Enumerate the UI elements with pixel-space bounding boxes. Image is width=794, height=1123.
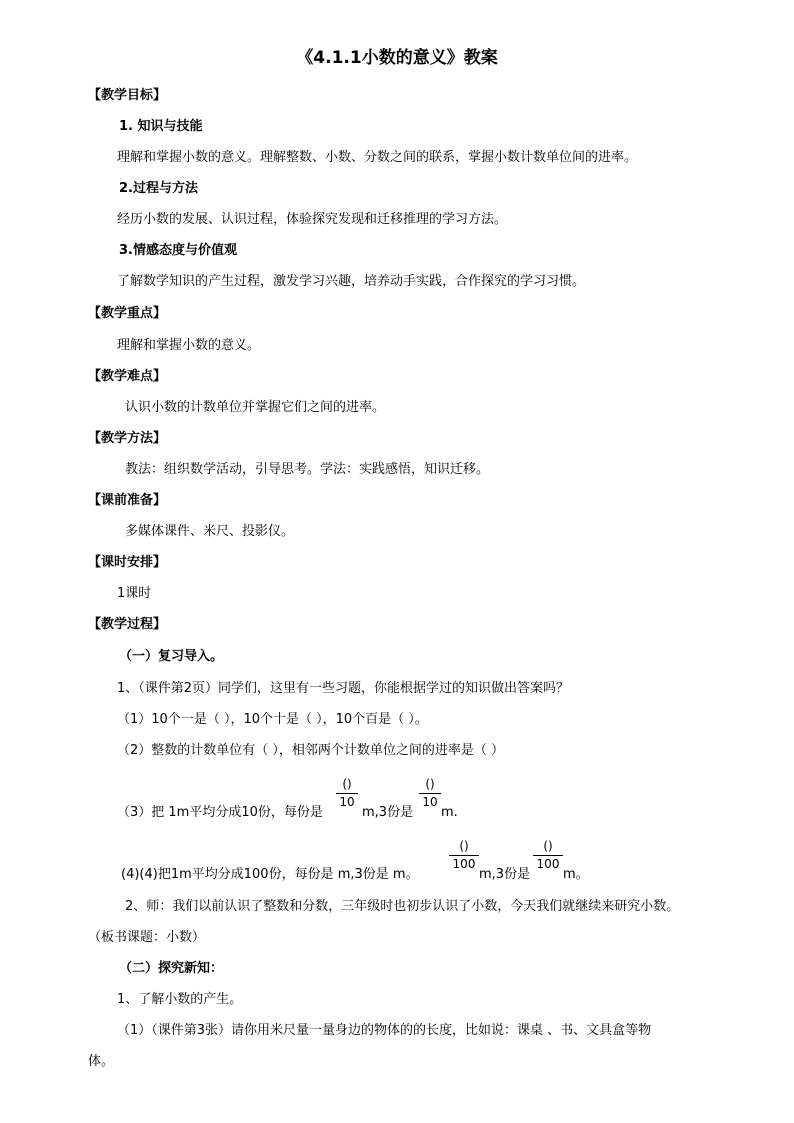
difficulties-text: 认识小数的计数单位并掌握它们之间的进率。 xyxy=(125,400,386,415)
goal-attitude-heading: 3.情感态度与价值观 xyxy=(119,243,237,258)
review-question-1-1: （1）10个一是（ ），10个十是（ ），10个百是（ ）。 xyxy=(117,712,428,727)
fraction-bar xyxy=(419,793,441,794)
goal-attitude-text: 了解数学知识的产生过程，激发学习兴趣，培养动手实践，合作探究的学习习惯。 xyxy=(117,274,586,289)
fraction-denominator: 10 xyxy=(422,795,438,809)
heading-process: 【教学过程】 xyxy=(88,617,167,632)
fraction-over-100-second xyxy=(533,839,563,872)
goal-knowledge-text: 理解和掌握小数的意义。理解整数、小数、分数之间的联系，掌握小数计数单位间的进率。 xyxy=(117,150,638,165)
review-question-1-4-part-c: m。 xyxy=(563,867,589,882)
review-question-1-2: （2）整数的计数单位有（ ），相邻两个计数单位之间的进率是（ ） xyxy=(117,743,505,758)
goal-process-text: 经历小数的发展、认识过程，体验探究发现和迁移推理的学习方法。 xyxy=(117,212,508,227)
review-question-1-3-part-c: m. xyxy=(441,805,458,820)
explore-item-1-1: （1）（课件第3张）请你用米尺量一量身边的物体的的长度，比如说：课桌 、书、文具盒等物 xyxy=(117,1023,652,1038)
schedule-text: 1课时 xyxy=(117,586,152,601)
fraction-denominator: 100 xyxy=(452,857,476,871)
heading-difficulties: 【教学难点】 xyxy=(88,369,167,384)
fraction-over-100 xyxy=(449,839,479,872)
review-question-1: 1、（课件第2页）同学们，这里有一些习题，你能根据学过的知识做出答案吗？ xyxy=(117,681,570,696)
fraction-numerator: () xyxy=(425,777,435,791)
fraction-bar xyxy=(336,793,358,794)
explore-item-1-1-continued: 体。 xyxy=(88,1054,115,1069)
key-points-text: 理解和掌握小数的意义。 xyxy=(117,338,261,353)
heading-key-points: 【教学重点】 xyxy=(88,306,167,321)
heading-methods: 【教学方法】 xyxy=(88,431,167,446)
explore-heading: （二）探究新知： xyxy=(119,961,224,976)
fraction-numerator: () xyxy=(459,839,469,853)
goal-knowledge-heading: 1. 知识与技能 xyxy=(119,119,203,134)
methods-text: 教法：组织数学活动，引导思考。学法：实践感悟，知识迁移。 xyxy=(125,462,490,477)
goal-process-heading: 2.过程与方法 xyxy=(119,181,198,196)
review-heading: （一）复习导入。 xyxy=(119,649,224,664)
fraction-numerator: () xyxy=(543,839,553,853)
heading-preparation: 【课前准备】 xyxy=(88,493,167,508)
fraction-denominator: 10 xyxy=(339,795,355,809)
fraction-bar xyxy=(449,855,479,856)
fraction-denominator: 100 xyxy=(536,857,560,871)
document-title: 《4.1.1小数的意义》教案 xyxy=(296,48,498,68)
review-question-1-4-part-b: m,3份是 xyxy=(479,867,531,882)
review-question-1-3-part-a: （3）把 1m平均分成10份，每份是 xyxy=(117,805,323,820)
fraction-over-10 xyxy=(336,777,358,810)
fraction-numerator: () xyxy=(342,777,352,791)
board-title-note: （板书课题：小数） xyxy=(88,930,206,945)
fraction-over-10-second xyxy=(419,777,441,810)
review-question-2: 2、师：我们以前认识了整数和分数，三年级时也初步认识了小数，今天我们就继续来研究小数。 xyxy=(125,899,680,914)
explore-item-1: 1、了解小数的产生。 xyxy=(117,992,243,1007)
review-question-1-4-part-a: (4)(4)把1m平均分成100份，每份是 m,3份是 m。 xyxy=(121,867,419,882)
preparation-text: 多媒体课件、米尺、投影仪。 xyxy=(125,524,295,539)
review-question-1-3-part-b: m,3份是 xyxy=(362,805,414,820)
heading-teaching-goals: 【教学目标】 xyxy=(88,88,167,103)
heading-schedule: 【课时安排】 xyxy=(88,555,167,570)
fraction-bar xyxy=(533,855,563,856)
